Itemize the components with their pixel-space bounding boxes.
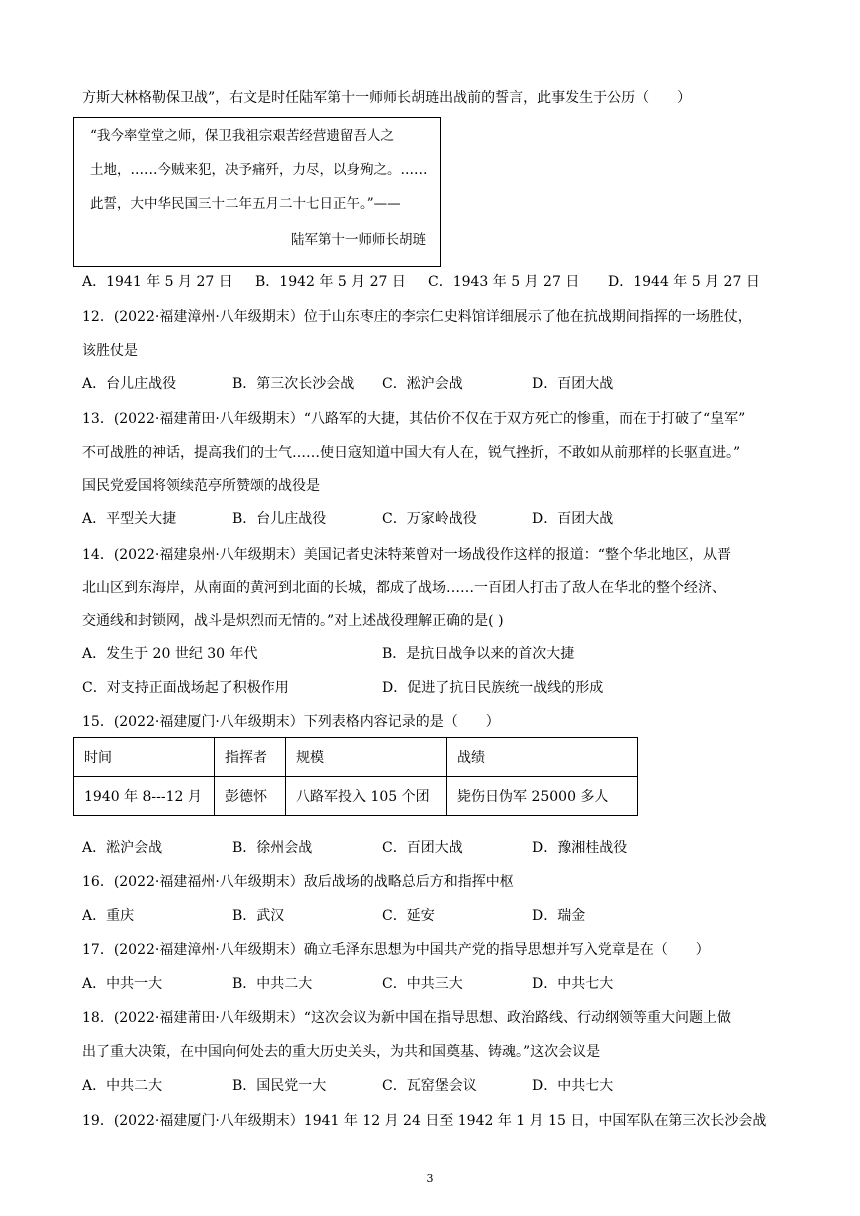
table-cell: 1940 年 8---12 月 bbox=[74, 777, 215, 816]
q11-stem-tail: 方斯大林格勒保卫战”，右文是时任陆军第十一师师长胡琏出战前的誓言，此事发生于公历（ ） bbox=[82, 90, 692, 106]
q15-line-1: 15．(2022·福建厦门·八年级期末）下列表格内容记录的是（ ） bbox=[82, 714, 500, 730]
q15-option-a[interactable]: A．淞沪会战 bbox=[82, 840, 163, 856]
q18-option-d[interactable]: D．中共七大 bbox=[532, 1078, 614, 1094]
q14-line-2: 北山区到东海岸，从南面的黄河到北面的长城，都成了战场……一百团人打击了敌人在华北的整个经济、 bbox=[82, 580, 726, 596]
q12-option-b[interactable]: B．第三次长沙会战 bbox=[232, 376, 355, 392]
q13-line-1: 13．(2022·福建莆田·八年级期末）“八路军的大捷，其估价不仅在于双方死亡的惨重，而在于打破了“皇军” bbox=[82, 411, 746, 427]
q15-table bbox=[73, 737, 638, 816]
table-header-row bbox=[74, 738, 638, 777]
q11-quote-line-2: 土地，……今贼来犯，决予痛歼，力尽，以身殉之。…… bbox=[90, 162, 428, 178]
table-row bbox=[74, 777, 638, 816]
q12-option-d[interactable]: D．百团大战 bbox=[532, 376, 614, 392]
q11-quote-signature: 陆军第十一师师长胡琏 bbox=[291, 232, 426, 248]
q12-line-2: 该胜仗是 bbox=[82, 343, 138, 359]
q16-line-1: 16．(2022·福建福州·八年级期末）敌后战场的战略总后方和指挥中枢 bbox=[82, 874, 514, 890]
q11-quote-line-3: 此誓，大中华民国三十二年五月二十七日正午。”—— bbox=[90, 196, 401, 212]
q14-option-c[interactable]: C．对支持正面战场起了积极作用 bbox=[82, 680, 289, 696]
table-header-cell: 时间 bbox=[74, 738, 215, 777]
q17-line-1: 17．(2022·福建漳州·八年级期末）确立毛泽东思想为中国共产党的指导思想并写入党章是在（ ） bbox=[82, 942, 710, 958]
table-header-cell: 战绩 bbox=[447, 738, 638, 777]
q11-quote-line-1: “我今率堂堂之师，保卫我祖宗艰苦经营遗留吾人之 bbox=[90, 128, 394, 144]
q14-line-3: 交通线和封锁网，战斗是炽烈而无情的。”对上述战役理解正确的是( ) bbox=[82, 613, 504, 629]
q14-option-a[interactable]: A．发生于 20 世纪 30 年代 bbox=[82, 646, 258, 662]
q14-option-b[interactable]: B．是抗日战争以来的首次大捷 bbox=[382, 646, 575, 662]
q16-option-a[interactable]: A．重庆 bbox=[82, 908, 135, 924]
q13-line-2: 不可战胜的神话，提高我们的士气……使日寇知道中国大有人在，锐气挫折，不敢如从前那样的长驱直进。” bbox=[82, 445, 741, 461]
q16-option-b[interactable]: B．武汉 bbox=[232, 908, 285, 924]
q16-option-c[interactable]: C．延安 bbox=[382, 908, 435, 924]
page-number: 3 bbox=[426, 1172, 434, 1185]
q13-option-d[interactable]: D．百团大战 bbox=[532, 511, 614, 527]
q15-option-b[interactable]: B．徐州会战 bbox=[232, 840, 313, 856]
q17-option-b[interactable]: B．中共二大 bbox=[232, 976, 313, 992]
q18-option-c[interactable]: C．瓦窑堡会议 bbox=[382, 1078, 477, 1094]
q14-option-d[interactable]: D．促进了抗日民族统一战线的形成 bbox=[382, 680, 604, 696]
q17-option-a[interactable]: A．中共一大 bbox=[82, 976, 163, 992]
q18-line-2: 出了重大决策，在中国向何处去的重大历史关头，为共和国奠基、铸魂。”这次会议是 bbox=[82, 1044, 601, 1060]
q15-option-d[interactable]: D．豫湘桂战役 bbox=[532, 840, 628, 856]
q12-line-1: 12．(2022·福建漳州·八年级期末）位于山东枣庄的李宗仁史料馆详细展示了他在抗战期间指挥的一场胜仗， bbox=[82, 309, 752, 325]
q18-option-a[interactable]: A．中共二大 bbox=[82, 1078, 163, 1094]
q14-line-1: 14．(2022·福建泉州·八年级期末）美国记者史沫特莱曾对一场战役作这样的报道：“整个华北地区，从晋 bbox=[82, 547, 731, 563]
q11-option-c[interactable]: C．1943 年 5 月 27 日 bbox=[428, 274, 580, 290]
q18-line-1: 18．(2022·福建莆田·八年级期末）“这次会议为新中国在指导思想、政治路线、行动纲领等重大问题上做 bbox=[82, 1010, 731, 1026]
q15-option-c[interactable]: C．百团大战 bbox=[382, 840, 463, 856]
table-header-cell: 指挥者 bbox=[215, 738, 286, 777]
table-cell: 彭德怀 bbox=[215, 777, 286, 816]
table-cell: 毙伤日伪军 25000 多人 bbox=[447, 777, 638, 816]
q13-option-c[interactable]: C．万家岭战役 bbox=[382, 511, 477, 527]
q12-option-a[interactable]: A．台儿庄战役 bbox=[82, 376, 177, 392]
q13-option-a[interactable]: A．平型关大捷 bbox=[82, 511, 177, 527]
q11-quote-box bbox=[73, 117, 441, 267]
q12-option-c[interactable]: C．淞沪会战 bbox=[382, 376, 463, 392]
q11-option-d[interactable]: D．1944 年 5 月 27 日 bbox=[608, 274, 760, 290]
q17-option-d[interactable]: D．中共七大 bbox=[532, 976, 614, 992]
table-cell: 八路军投入 105 个团 bbox=[286, 777, 447, 816]
table-header-cell: 规模 bbox=[286, 738, 447, 777]
q11-option-a[interactable]: A．1941 年 5 月 27 日 bbox=[82, 274, 233, 290]
q18-option-b[interactable]: B．国民党一大 bbox=[232, 1078, 327, 1094]
q13-line-3: 国民党爱国将领续范亭所赞颂的战役是 bbox=[82, 478, 320, 494]
q11-option-b[interactable]: B．1942 年 5 月 27 日 bbox=[255, 274, 406, 290]
q16-option-d[interactable]: D．瑞金 bbox=[532, 908, 586, 924]
q17-option-c[interactable]: C．中共三大 bbox=[382, 976, 463, 992]
q19-line-1: 19．(2022·福建厦门·八年级期末）1941 年 12 月 24 日至 1942 年 1 月 15 日，中国军队在第三次长沙会战 bbox=[82, 1113, 767, 1129]
q13-option-b[interactable]: B．台儿庄战役 bbox=[232, 511, 327, 527]
